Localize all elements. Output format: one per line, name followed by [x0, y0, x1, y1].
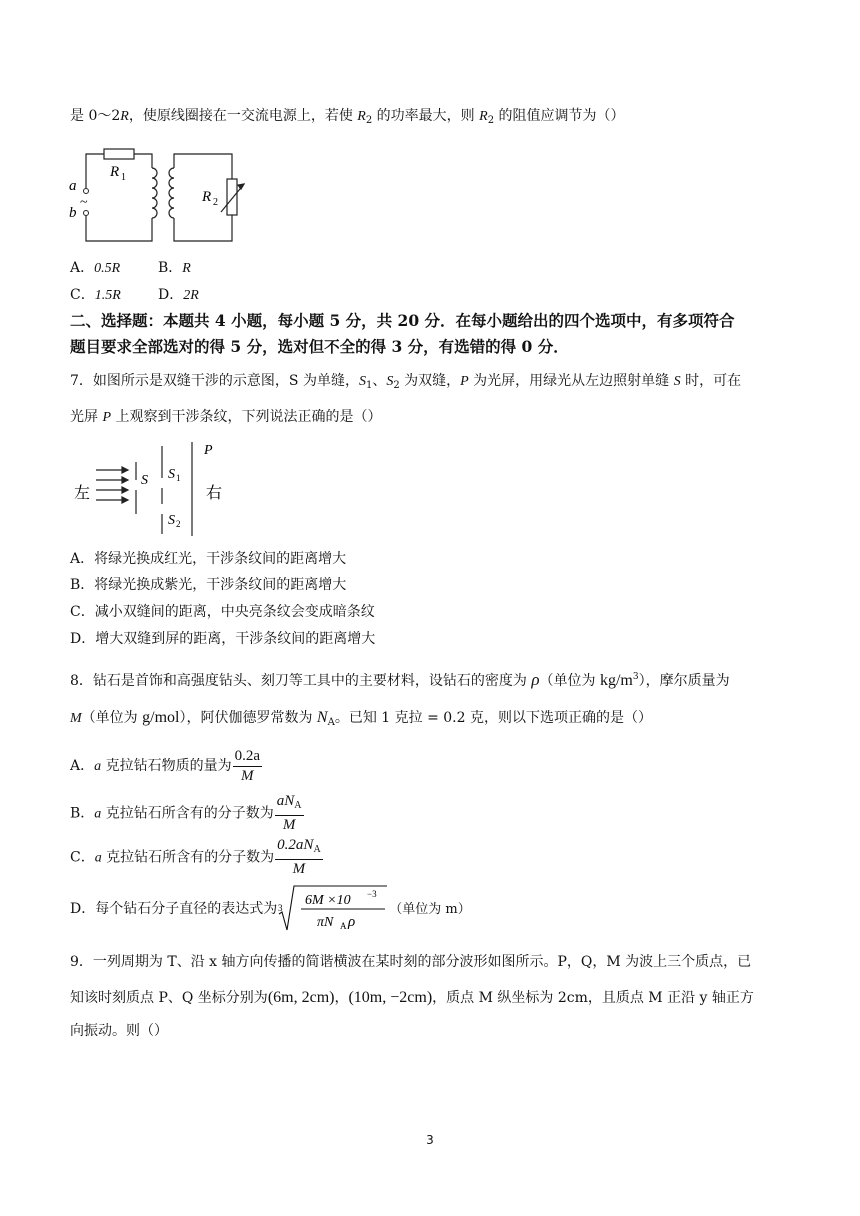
q9-stem-line3: 向振动。则（）: [70, 1023, 168, 1039]
q6-option-c[interactable]: C．1.5R: [70, 287, 121, 303]
left-label: 左: [74, 485, 91, 502]
q6-stem: 是 0～2R，使原线圈接在一交流电源上，若使 $R_2$ 的功率最大，则 $R_2$ 的阻值应调节为（）: [70, 108, 625, 126]
s-label: S: [141, 473, 148, 488]
terminal-a: a: [69, 178, 77, 194]
r2-sub: 2: [213, 197, 218, 208]
terminal-b: b: [69, 205, 77, 221]
r2-label: R: [202, 189, 212, 205]
root-num-exponent: −3: [367, 889, 377, 899]
radical-sign: [277, 884, 389, 934]
q8-c-fraction: $\frac{0.2aN_A}{M}$: [277, 837, 321, 877]
root-numerator: 6M ×10: [305, 893, 351, 908]
q6-circuit-figure: [66, 146, 276, 246]
section2-heading-line2: 题目要求全部选对的得 5 分，选对但不全的得 3 分，有选错的得 0 分．: [70, 337, 569, 356]
q7-stem-line1: 7．如图所示是双缝干涉的示意图，S 为单缝，$S_1$、$S_2$ 为双缝，P 为光屏，用绿光从左边照射单缝 S 时，可在: [70, 373, 742, 391]
r2-rheostat: [227, 179, 237, 215]
s2-sub: 2: [176, 519, 181, 529]
r1-resistor: [104, 149, 134, 159]
ac-symbol: ~: [80, 195, 88, 210]
r1-label: R: [110, 164, 120, 180]
q8-b-fraction: $\frac{aN_A}{M}$: [276, 793, 302, 833]
r1-sub: 1: [121, 172, 126, 183]
q7-option-a[interactable]: A．将绿光换成红光，干涉条纹间的距离增大: [70, 551, 347, 567]
q7-stem-line2: 光屏 P 上观察到干涉条纹，下列说法正确的是（）: [70, 409, 382, 425]
p-label: P: [204, 443, 213, 458]
root-den-sub: A: [340, 921, 347, 931]
q8-option-d[interactable]: D．每个钻石分子直径的表达式为 3 6M ×10 −3 πN A ρ （单位为 m）: [70, 884, 471, 935]
q8-stem-line1: 8．钻石是首饰和高强度钻头、刻刀等工具中的主要材料，设钻石的密度为 ρ（单位为 $kg/m^3$），摩尔质量为: [70, 670, 730, 689]
q6-option-a[interactable]: A．0.5R: [70, 260, 121, 276]
s1-sub: 1: [176, 473, 181, 483]
secondary-coil: [169, 168, 174, 218]
q8-option-c[interactable]: C．a 克拉钻石所含有的分子数为 $\frac{0.2aN_A}{M}$: [70, 837, 321, 877]
q8-option-b[interactable]: B．a 克拉钻石所含有的分子数为 $\frac{aN_A}{M}$: [70, 793, 302, 833]
s2-label: S: [168, 513, 175, 528]
q6-option-d[interactable]: D．2R: [158, 287, 199, 303]
q7-option-d[interactable]: D．增大双缝到屏的距离，干涉条纹间的距离增大: [70, 631, 376, 647]
q7-option-b[interactable]: B．将绿光换成紫光，干涉条纹间的距离增大: [70, 577, 347, 593]
q8-option-a[interactable]: A．a 克拉钻石物质的量为 $\frac{0.2a}{M}$: [70, 747, 260, 784]
q9-stem-line1: 9．一列周期为 T、沿 x 轴方向传播的简谐横波在某时刻的部分波形如图所示。P，Q，M 为波上三个质点，已: [70, 954, 752, 970]
s1-label: S: [168, 467, 175, 482]
q9-stem-line2: 知该时刻质点 P、Q 坐标分别为(6m, 2cm)，(10m, −2cm)，质点 M 纵坐标为 2cm，且质点 M 正沿 y 轴正方: [70, 989, 754, 1006]
right-label: 右: [206, 485, 223, 502]
q8-stem-line2: M（单位为 g/mol），阿伏伽德罗常数为 $N_A$。已知 1 克拉 = 0.2 克，则以下选项正确的是（）: [70, 709, 652, 728]
primary-coil: [152, 168, 157, 218]
root-index: 3: [278, 903, 283, 913]
section2-heading-line1: 二、选择题：本题共 4 小题，每小题 5 分，共 20 分．在每小题给出的四个选项中，有多项符合: [70, 311, 735, 330]
root-denominator: πN: [317, 915, 334, 930]
q7-double-slit-figure: [72, 438, 232, 538]
page-number: 3: [426, 1133, 434, 1147]
q8-a-fraction: $\frac{0.2a}{M}$: [234, 747, 260, 784]
q7-option-c[interactable]: C．减小双缝间的距离，中央亮条纹会变成暗条纹: [70, 604, 375, 620]
q8-d-cube-root: [277, 884, 389, 934]
root-den-rho: ρ: [348, 914, 356, 930]
q6-option-b[interactable]: B．R: [158, 260, 191, 276]
